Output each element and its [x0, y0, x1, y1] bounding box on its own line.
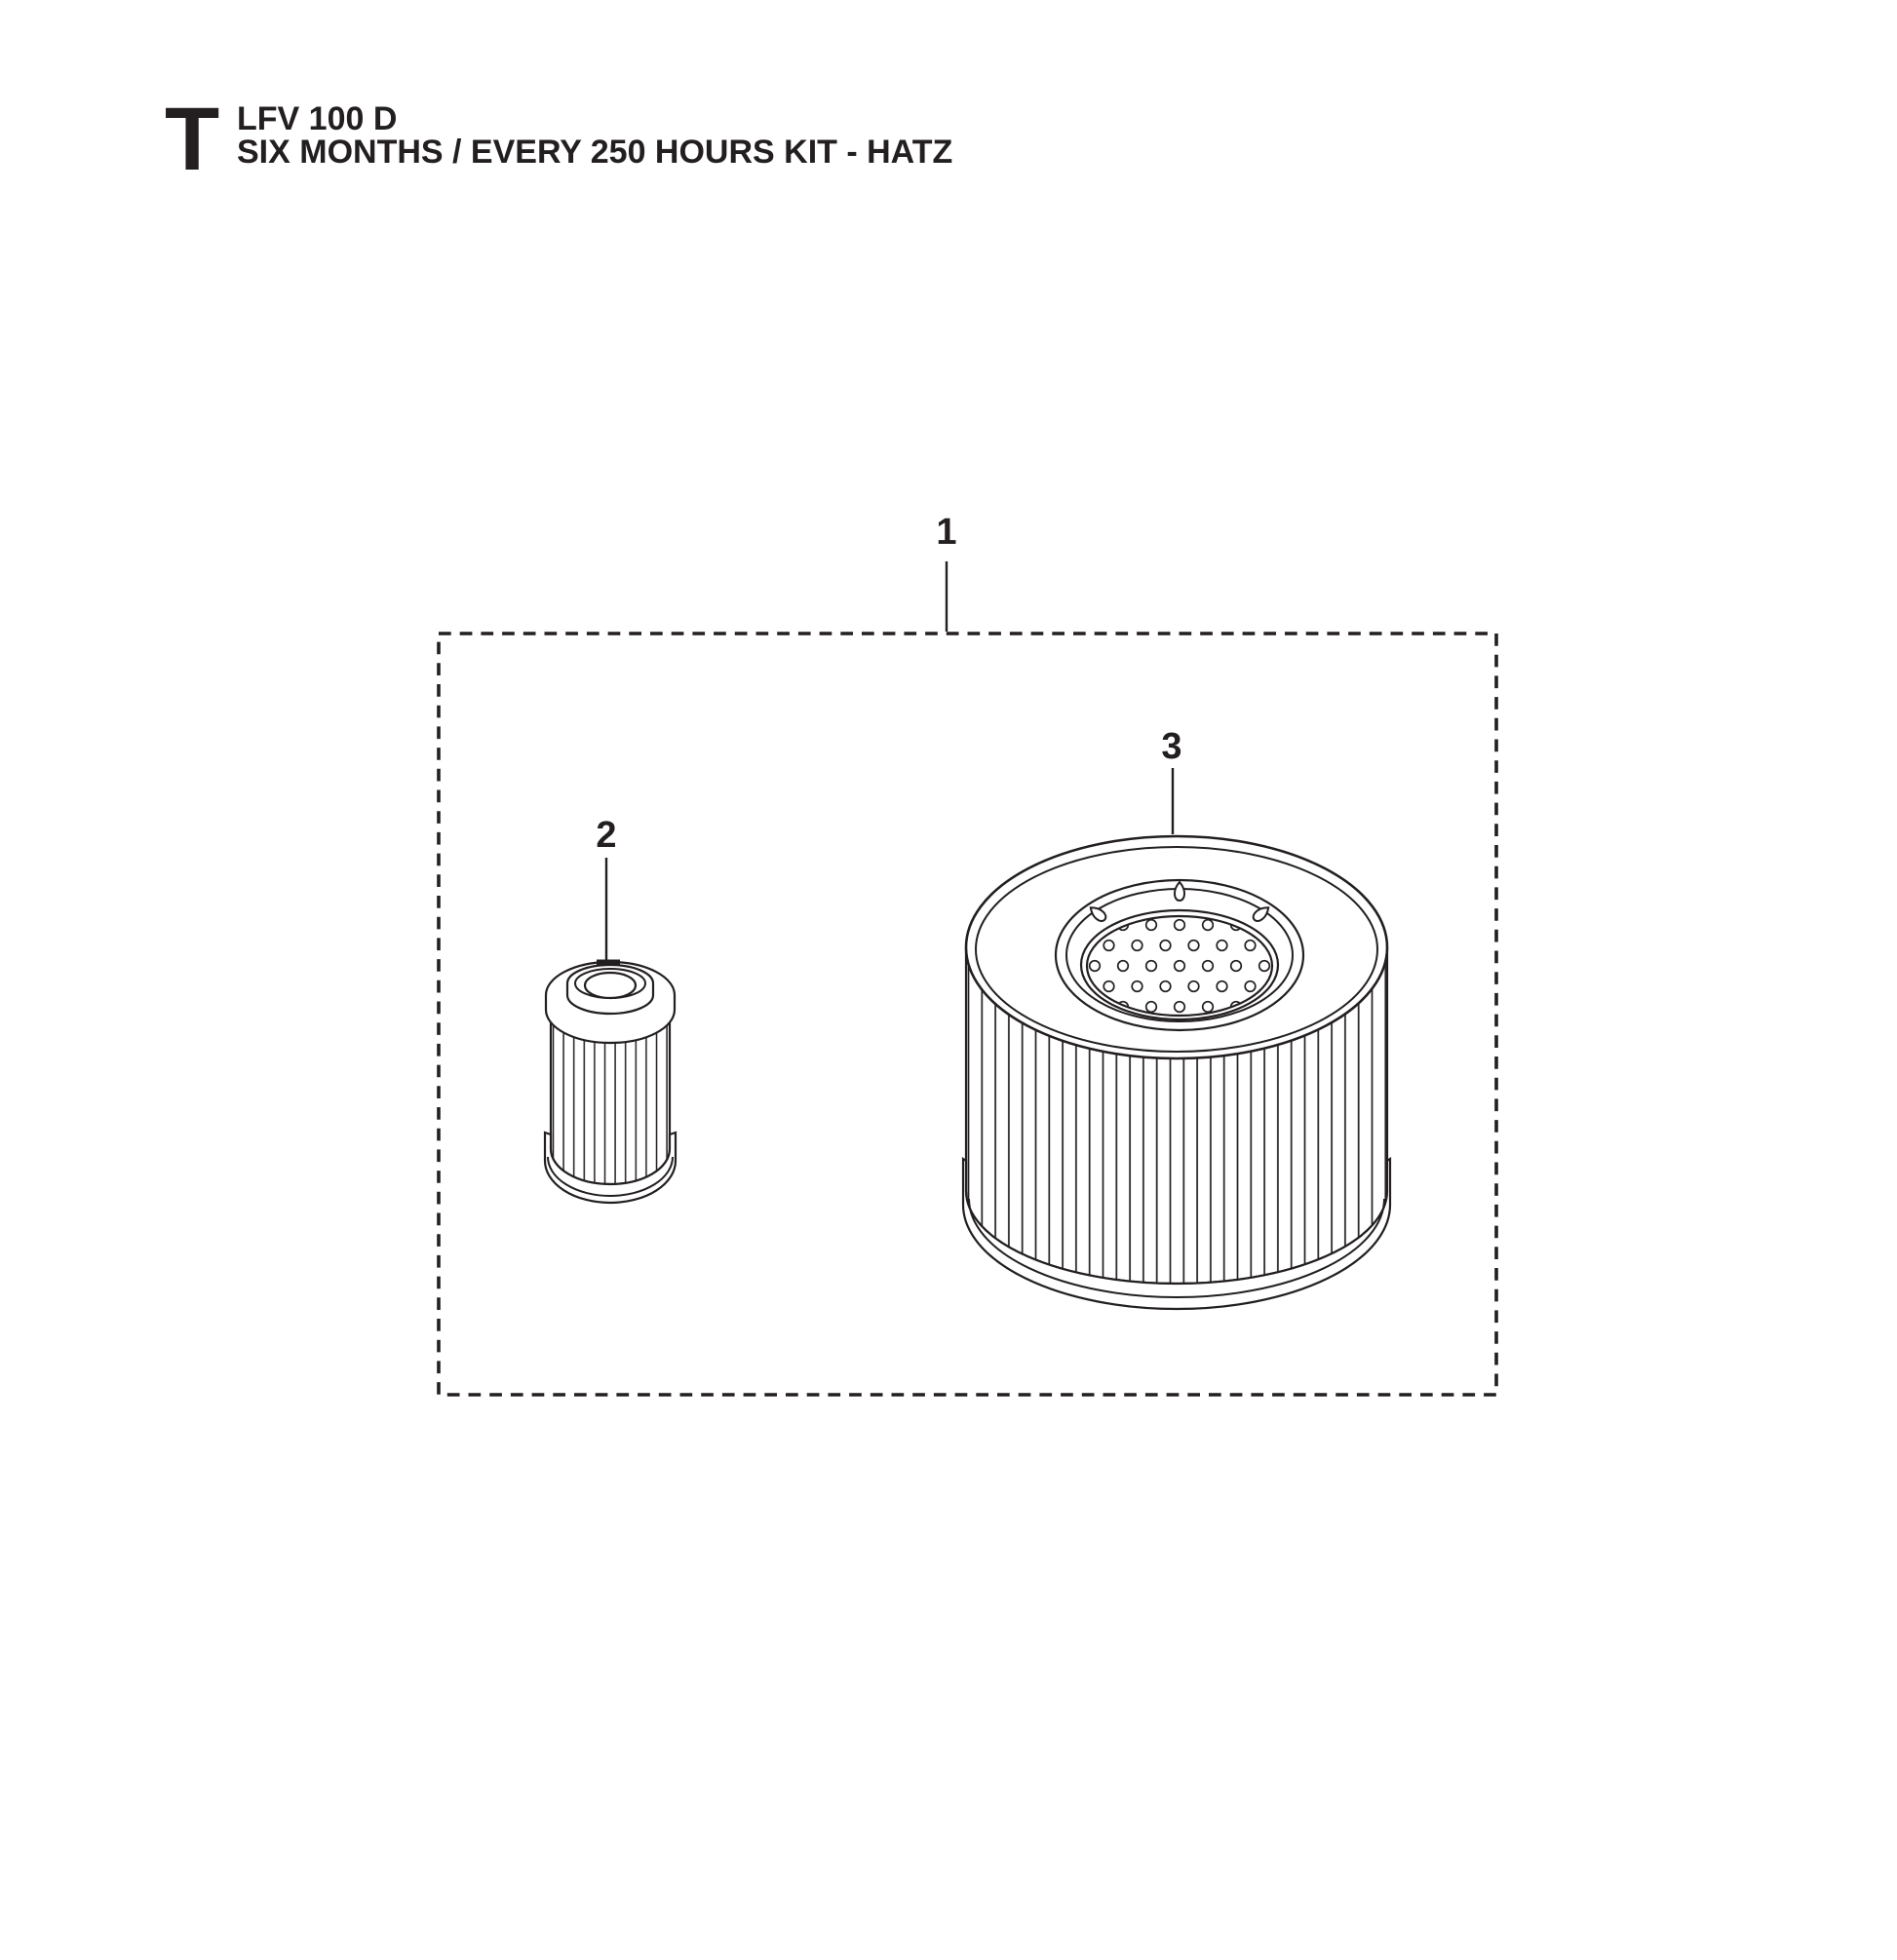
section-letter: T	[165, 90, 220, 189]
model-title: LFV 100 D	[237, 100, 398, 137]
air-filter-mesh	[1087, 916, 1272, 1016]
kit-title: SIX MONTHS / EVERY 250 HOURS KIT - HATZ	[237, 134, 953, 171]
callout-label-1: 1	[936, 512, 957, 553]
callout-label-3: 3	[1161, 726, 1182, 767]
oil-filter-illustration	[545, 962, 676, 1203]
oil-filter-center-hole	[585, 973, 636, 998]
callout-label-2: 2	[596, 815, 617, 856]
air-filter-illustration	[963, 836, 1390, 1309]
